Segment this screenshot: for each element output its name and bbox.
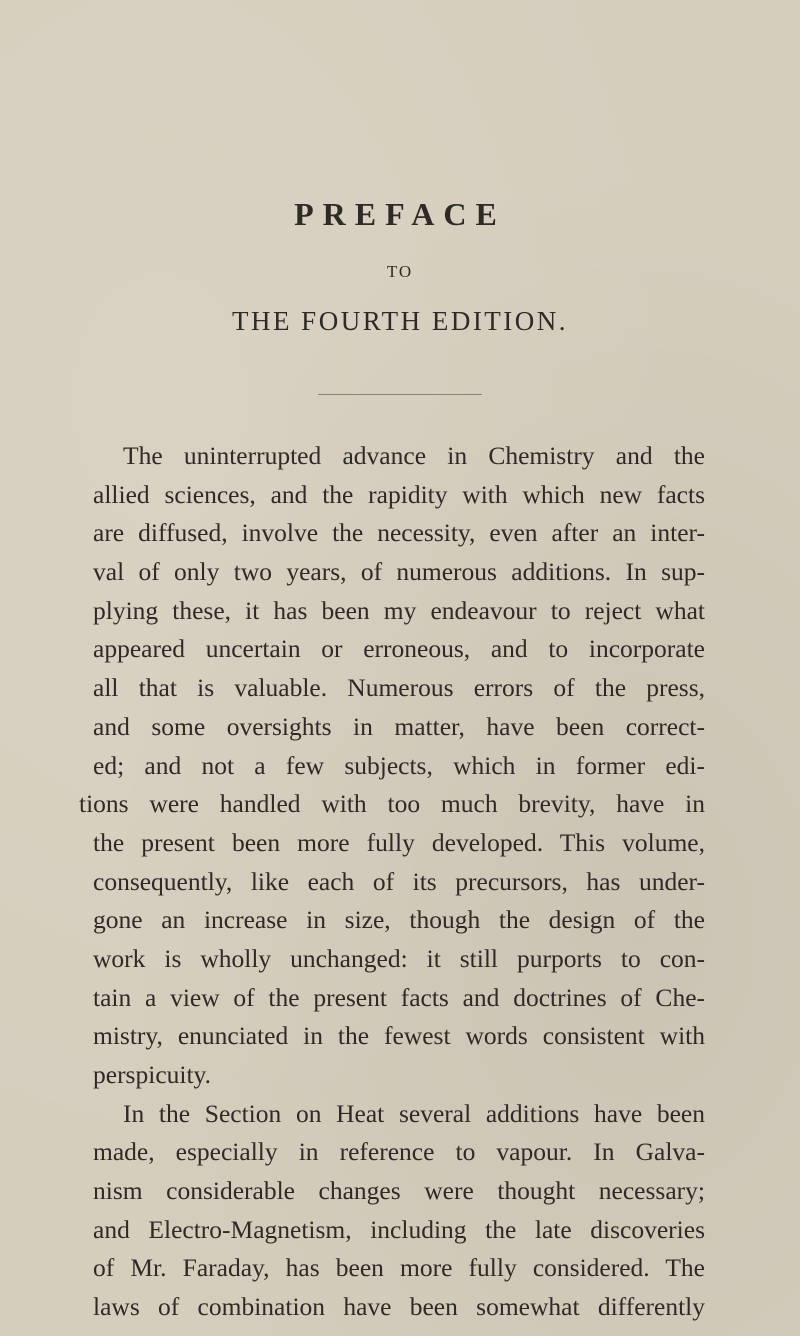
text-line: and Electro-Magnetism, including the late discoveries bbox=[93, 1214, 705, 1244]
text-line: appeared uncertain or erroneous, and to incorporate bbox=[93, 634, 705, 664]
text-line: are diffused, involve the necessity, even after an inter- bbox=[93, 518, 705, 548]
page-title: PREFACE bbox=[294, 196, 506, 232]
text-line: val of only two years, of numerous additions. In sup- bbox=[93, 557, 705, 587]
text-line: nism considerable changes were thought necessary; bbox=[93, 1176, 705, 1206]
title-divider bbox=[318, 394, 482, 395]
text-line: of Mr. Faraday, has been more fully considered. The bbox=[93, 1253, 705, 1283]
text-line: plying these, it has been my endeavour to reject what bbox=[93, 595, 705, 625]
text-line: tain a view of the present facts and doctrines of Che- bbox=[93, 982, 705, 1012]
text-line: tions were handled with too much brevity, have in bbox=[79, 789, 705, 819]
page-subtitle: THE FOURTH EDITION. bbox=[231, 306, 569, 336]
preface-body bbox=[79, 437, 705, 1327]
text-line: the present been more fully developed. This volume, bbox=[93, 827, 705, 857]
text-line: ed; and not a few subjects, which in former edi- bbox=[93, 750, 705, 780]
text-line: mistry, enunciated in the fewest words consistent with bbox=[93, 1021, 705, 1051]
text-line: made, especially in reference to vapour. In Galva- bbox=[93, 1137, 705, 1167]
text-line: perspicuity. bbox=[93, 1060, 212, 1089]
text-line: consequently, like each of its precursors, has under- bbox=[93, 866, 705, 896]
text-line: and some oversights in matter, have been correct- bbox=[93, 711, 705, 741]
text-line: laws of combination have been somewhat differently bbox=[93, 1292, 705, 1322]
text-line: all that is valuable. Numerous errors of the press, bbox=[93, 673, 705, 703]
text-line: work is wholly unchanged: it still purports to con- bbox=[93, 943, 705, 973]
text-line: gone an increase in size, though the design of the bbox=[93, 905, 705, 935]
text-line: The uninterrupted advance in Chemistry and the bbox=[123, 441, 705, 470]
title-connector: TO bbox=[386, 262, 414, 281]
text-line: In the Section on Heat several additions have been bbox=[123, 1098, 705, 1128]
text-line: allied sciences, and the rapidity with which new facts bbox=[93, 479, 705, 509]
